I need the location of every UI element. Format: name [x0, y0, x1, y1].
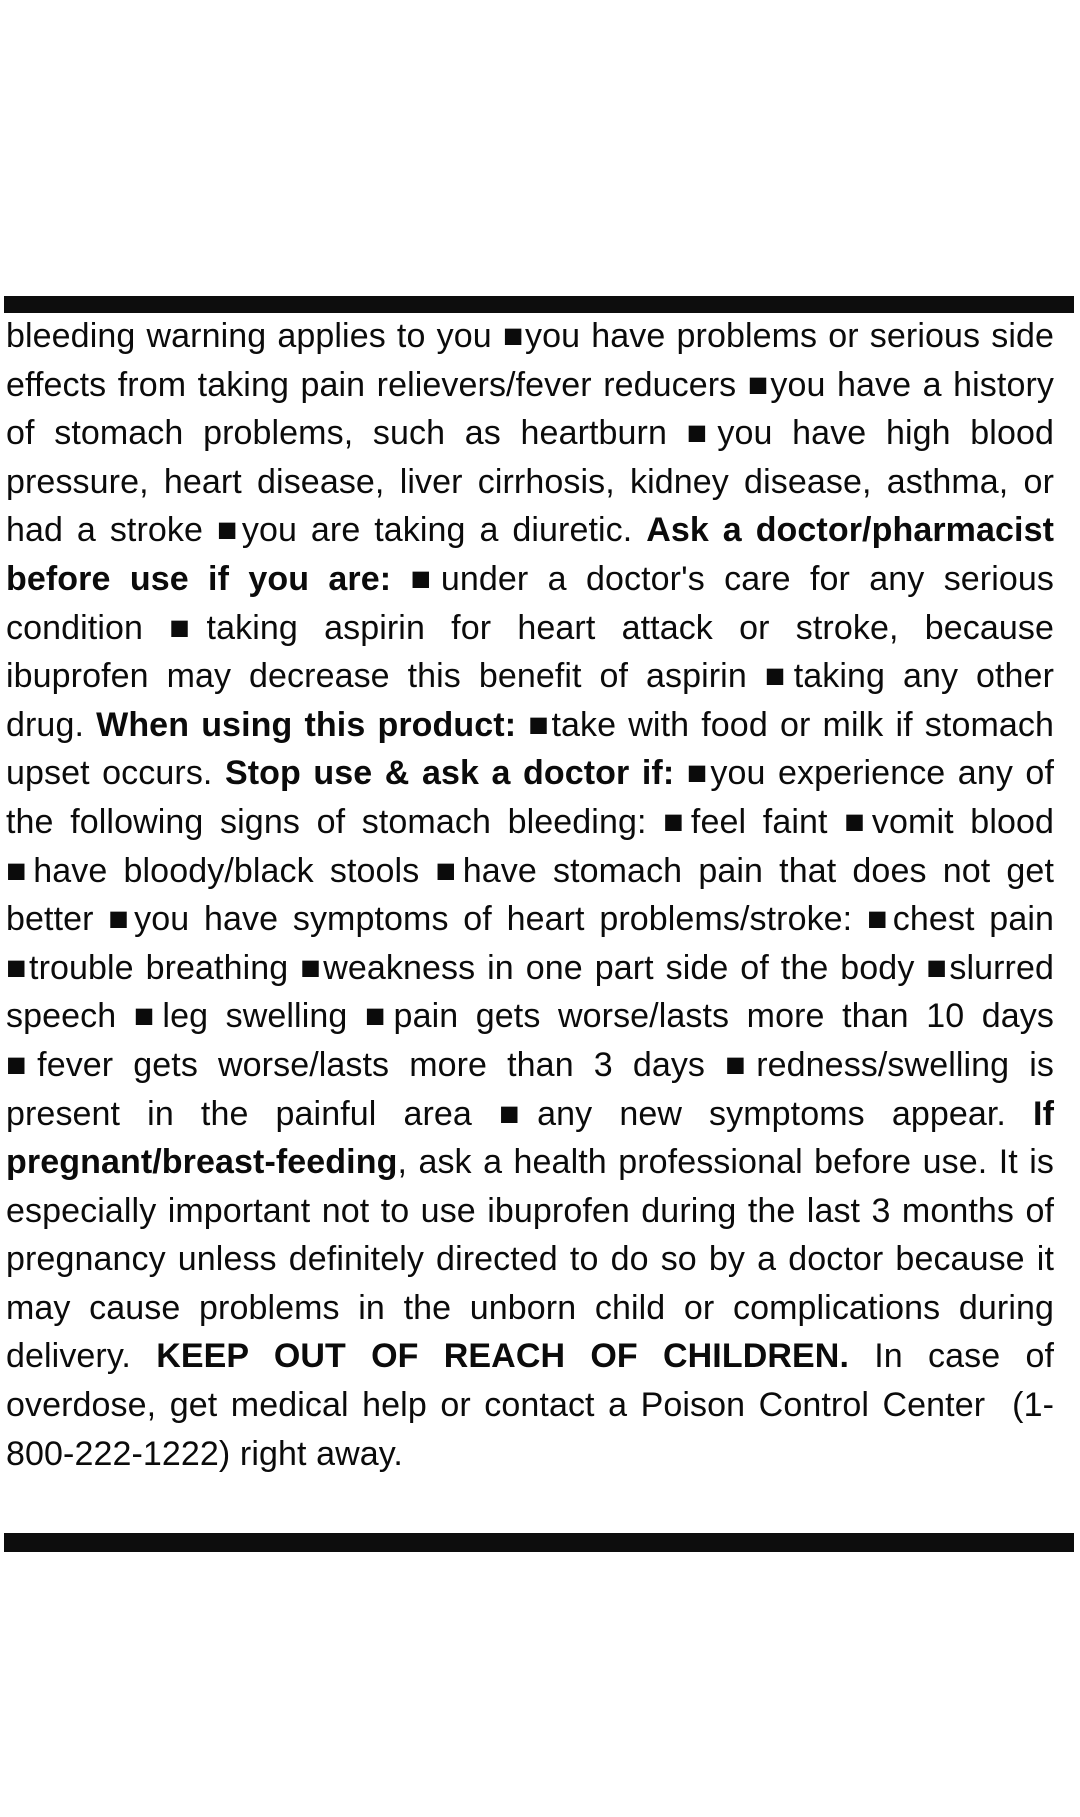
- warning-text-run: ■under a doctor's care for any serious condition ■taking aspirin for heart attack or stroke, because ibuprofen may decrease this benefit of aspirin ■taking any other drug.: [6, 559, 1055, 744]
- bottom-divider-rule: [4, 1533, 1074, 1552]
- warnings-text: [6, 312, 1054, 1478]
- warning-text-run: bleeding warning applies to you ■you have problems or serious side effects from taking pain relievers/fever reducers ■you have a history of stomach problems, such as heartburn ■you have high blood pressure, heart disease, liver cirrhosis, kidney disease, asthma, or had a stroke ■you are taking a diuretic.: [6, 317, 1054, 550]
- warning-text-run: ■take with food or milk if stomach upset occurs.: [6, 705, 1054, 793]
- warning-heading-run: If pregnant/breast-feeding: [6, 1094, 1054, 1182]
- warning-heading-run: KEEP OUT OF REACH OF CHILDREN.: [156, 1337, 850, 1376]
- warning-text-run: ■you experience any of the following signs of stomach bleeding: ■feel faint ■vomit blood ■have bloody/black stools ■have stomach pain that does not get better ■you have symptoms of heart problems/stroke: ■chest pain ■trouble breathing ■weakness in one part side of the body ■slurred speech ■leg swelling ■pain gets worse/lasts more than 10 days ■fever gets worse/lasts more than 3 days ■redness/swelling is present in the painful area ■any new symptoms appear.: [6, 754, 1054, 1133]
- warning-text-run: , ask a health professional before use. It is especially important not to use ibuprofen during the last 3 months of pregnancy unless definitely directed to do so by a doctor because it may cause problems in the unborn child or complications during delivery.: [6, 1143, 1054, 1376]
- top-divider-rule: [4, 296, 1074, 313]
- warning-heading-run: Ask a doctor/pharmacist before use if you are:: [6, 511, 1055, 598]
- warning-heading-run: Stop use & ask a doctor if:: [224, 754, 675, 793]
- warning-text-run: In case of overdose, get medical help or contact a Poison Control Center (1-800-222-1222) right away.: [6, 1337, 1055, 1473]
- warning-heading-run: When using this product:: [96, 705, 517, 744]
